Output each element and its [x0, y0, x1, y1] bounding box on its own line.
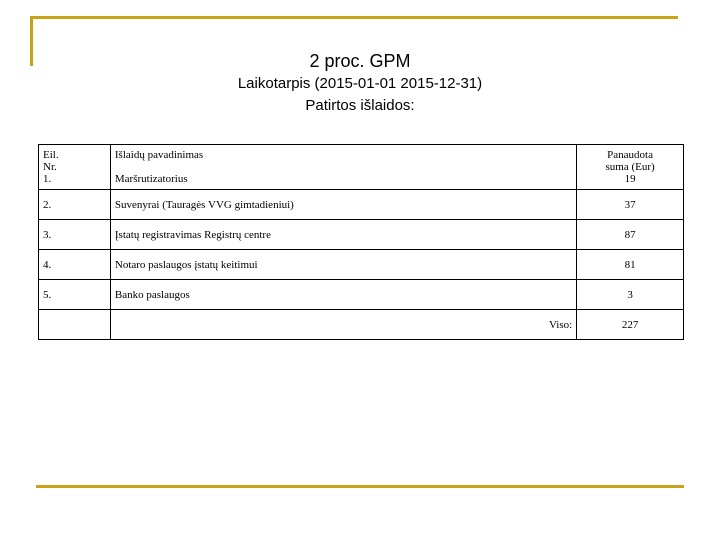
table-row: [39, 220, 684, 250]
row-sum: 81: [577, 250, 684, 280]
decorative-frame-top-line: [30, 16, 678, 19]
column-header-sum: Panaudota: [607, 149, 653, 161]
row-name: Suvenyrai (Tauragės VVG gimtadieniui): [110, 190, 576, 220]
row-nr: 4.: [39, 250, 111, 280]
row-nr: 5.: [39, 280, 111, 310]
total-label: Viso:: [110, 310, 576, 340]
empty-cell: [39, 310, 111, 340]
row-name: Notaro paslaugos įstatų keitimui: [110, 250, 576, 280]
report-period: Laikotarpis (2015-01-01 2015-12-31): [237, 75, 483, 92]
report-title: 2 proc. GPM: [309, 51, 411, 71]
column-header-nr-2: Nr.: [43, 161, 57, 173]
table-row: [39, 280, 684, 310]
row-name: Banko paslaugos: [110, 280, 576, 310]
row-sum: 37: [577, 190, 684, 220]
row-nr: 1.: [43, 173, 52, 185]
expenses-table: [38, 144, 684, 340]
row-sum: 3: [577, 280, 684, 310]
row-nr: 3.: [39, 220, 111, 250]
row-name: Maršrutizatorius: [114, 173, 188, 185]
report-header: [0, 50, 720, 116]
column-header-sum-2: suma (Eur): [605, 161, 655, 173]
name-cell: [110, 145, 576, 190]
decorative-frame-bottom-line: [36, 485, 684, 488]
row-sum: 87: [577, 220, 684, 250]
row-nr: 2.: [39, 190, 111, 220]
sum-cell: [577, 145, 684, 190]
total-row: [39, 310, 684, 340]
table-row: [39, 145, 684, 190]
row-sum: 19: [624, 173, 636, 185]
report-section: Patirtos išlaidos:: [305, 97, 415, 114]
column-header-nr: Eil.: [43, 149, 59, 161]
row-name: Įstatų registravimas Registrų centre: [110, 220, 576, 250]
total-value: 227: [577, 310, 684, 340]
table-row: [39, 250, 684, 280]
table-row: [39, 190, 684, 220]
nr-cell: [39, 145, 111, 190]
column-header-name: Išlaidų pavadinimas: [114, 149, 204, 161]
